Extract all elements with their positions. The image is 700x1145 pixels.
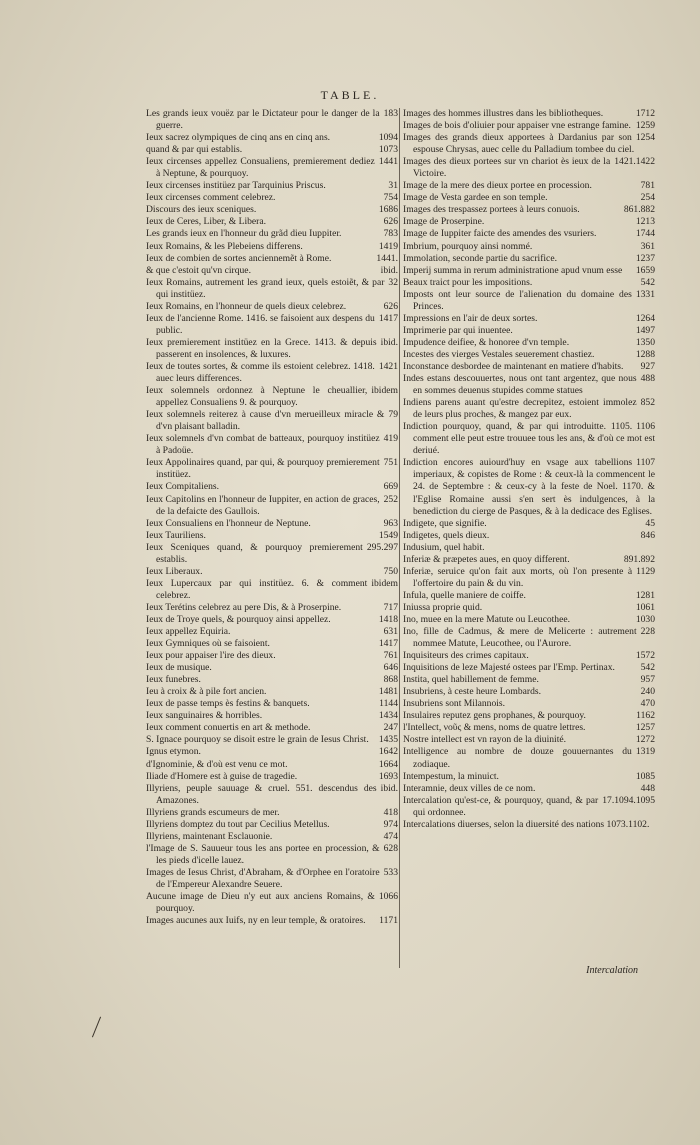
index-entry bbox=[403, 373, 655, 397]
index-entry bbox=[403, 204, 655, 216]
index-entry bbox=[403, 313, 655, 325]
entry-page-number: 79 bbox=[388, 409, 398, 421]
index-entry bbox=[146, 710, 398, 722]
index-entry bbox=[146, 566, 398, 578]
entry-text: Ieux funebres. bbox=[146, 674, 201, 686]
entry-text: Ieux circenses institüez par Tarquinius Priscus. bbox=[146, 180, 326, 192]
index-entry bbox=[146, 650, 398, 662]
index-entry bbox=[403, 518, 655, 530]
index-entry bbox=[403, 795, 655, 819]
entry-page-number: 228 bbox=[640, 626, 655, 638]
index-entry bbox=[403, 216, 655, 228]
index-entry bbox=[146, 144, 398, 156]
entry-text: Ieux circenses comment celebrez. bbox=[146, 192, 276, 204]
index-entry bbox=[403, 590, 655, 602]
entry-text: Imprimerie par qui inuentee. bbox=[403, 324, 513, 336]
entry-page-number: 1549 bbox=[378, 529, 398, 541]
index-entry bbox=[146, 843, 398, 867]
entry-text: Ieux Romains, autrement les grand ieux, quels estoiẽt, & par qui institüez. bbox=[146, 276, 385, 300]
entry-page-number: 626 bbox=[383, 216, 398, 228]
entry-page-number: 1350 bbox=[635, 336, 655, 348]
entry-text: Inquisiteurs des crimes capitaux. bbox=[403, 650, 529, 662]
entry-text: Ieux Tauriliens. bbox=[146, 529, 206, 541]
entry-text: Image de Proserpine. bbox=[403, 216, 485, 228]
index-entry bbox=[146, 132, 398, 144]
entry-page-number: 254 bbox=[640, 192, 655, 204]
index-entry bbox=[403, 626, 655, 650]
entry-text: Les grands ieux en l'honneur du grãd dieu Iuppiter. bbox=[146, 228, 342, 240]
index-entry bbox=[403, 241, 655, 253]
entry-page-number: 1213 bbox=[635, 216, 655, 228]
entry-text: Beaux traict pour les impositions. bbox=[403, 276, 533, 288]
index-entry bbox=[146, 530, 398, 542]
index-entry bbox=[146, 192, 398, 204]
entry-page-number: 1693 bbox=[378, 770, 398, 782]
entry-page-number: 1572 bbox=[635, 650, 655, 662]
entry-page-number: 750 bbox=[383, 565, 398, 577]
entry-text: Ieux Consualiens en l'honneur de Neptune. bbox=[146, 517, 311, 529]
entry-text: Ieux solemnels d'vn combat de batteaux, pourquoy institüez à Padoüe. bbox=[146, 433, 380, 457]
entry-text: Discours des ieux sceniques. bbox=[146, 204, 257, 216]
entry-page-number: 1421 bbox=[378, 360, 398, 372]
index-entry bbox=[403, 361, 655, 373]
entry-text: Immolation, seconde partie du sacrifice. bbox=[403, 252, 557, 264]
entry-text: Ieux de Troye quels, & pourquoy ainsi appellez. bbox=[146, 613, 331, 625]
index-entry bbox=[146, 301, 398, 313]
catchword: Intercalation bbox=[586, 965, 638, 976]
entry-text: Indiction encores auiourd'huy en vsage aux tabellions imperiaux, & copistes de Rome : & ceux-là la commencent le 24. de Septembre : & ceux-cy à la feste de Noel. 1170. & l'Eglise Romaine aussi s'en sert ès indulgences, à la benediction du cierge de Pasques, & à la dedicace des Eglises. bbox=[403, 457, 655, 517]
entry-text: Indes estans descouuertes, nous ont tant argentez, que nous en sommes deuenus stupides comme statues bbox=[403, 373, 637, 397]
entry-text: Ieux de toutes sortes, & comme ils estoient celebrez. 1418. auec leurs differences. bbox=[146, 360, 375, 385]
entry-text: Images des hommes illustres dans les bibliotheques. bbox=[403, 108, 604, 119]
entry-page-number: 761 bbox=[383, 650, 398, 662]
entry-page-number: 32 bbox=[388, 276, 398, 288]
entry-text: quand & par qui establis. bbox=[146, 144, 243, 156]
entry-page-number: 252 bbox=[383, 493, 398, 505]
index-entry bbox=[403, 686, 655, 698]
entry-text: Ieux Lupercaux par qui institüez. 6. & comment celebrez. bbox=[146, 577, 368, 601]
entry-page-number: 247 bbox=[383, 722, 398, 734]
entry-text: Ieu à croix & à pile fort ancien. bbox=[146, 686, 267, 698]
index-entry bbox=[403, 349, 655, 361]
index-entry bbox=[403, 674, 655, 686]
entry-page-number: 419 bbox=[383, 433, 398, 445]
entry-page-number: 1712 bbox=[635, 108, 655, 119]
entry-text: Images des trespassez portees à leurs conuois. bbox=[403, 204, 580, 216]
entry-text: Interamnie, deux villes de ce nom. bbox=[403, 782, 536, 794]
entry-text: Imperij summa in rerum administratione apud vnum esse bbox=[403, 264, 623, 276]
index-entry bbox=[146, 481, 398, 493]
entry-page-number: 974 bbox=[383, 818, 398, 830]
index-entry bbox=[146, 277, 398, 301]
entry-page-number: ibidem bbox=[371, 577, 398, 589]
index-entry bbox=[403, 662, 655, 674]
entry-text: Ieux de combien de sortes anciennemẽt à Rome. bbox=[146, 252, 332, 264]
entry-page-number: 751 bbox=[383, 457, 398, 469]
entry-text: Ieux premierement institüez en la Grece. 1413. & depuis passerent en insolences, & luxures. bbox=[146, 336, 377, 360]
running-head: TABLE. bbox=[320, 88, 380, 102]
index-entry bbox=[146, 891, 398, 915]
index-entry bbox=[403, 746, 655, 770]
index-entry bbox=[146, 156, 398, 180]
entry-text: Ieux pour appaiser l'ire des dieux. bbox=[146, 650, 276, 662]
entry-page-number: 183 bbox=[383, 108, 398, 119]
entry-page-number: 1664 bbox=[378, 758, 398, 770]
entry-text: Imbrium, pourquoy ainsi nommé. bbox=[403, 240, 533, 252]
entry-text: Impressions en l'air de deux sortes. bbox=[403, 312, 538, 324]
index-entry bbox=[403, 783, 655, 795]
entry-text: Ino, muee en la mere Matute ou Leucothee. bbox=[403, 613, 571, 625]
index-entry bbox=[403, 710, 655, 722]
index-entry bbox=[403, 120, 655, 132]
index-entry bbox=[146, 698, 398, 710]
entry-page-number: 957 bbox=[640, 674, 655, 686]
entry-page-number: 1129 bbox=[636, 565, 655, 577]
entry-text: Inquisitions de leze Majesté ostees par l'Emp. Pertinax. bbox=[403, 662, 615, 674]
index-entry bbox=[146, 409, 398, 433]
entry-page-number: 669 bbox=[383, 481, 398, 493]
entry-page-number: 1254 bbox=[635, 132, 655, 144]
entry-text: Ignus etymon. bbox=[146, 746, 201, 758]
entry-text: Ieux de musique. bbox=[146, 662, 212, 674]
entry-text: Ieux Romains, en l'honneur de quels dieux celebrez. bbox=[146, 300, 347, 312]
index-entry bbox=[146, 216, 398, 228]
entry-text: l'Intellect, νοῦς & mens, noms de quatre lettres. bbox=[403, 722, 586, 734]
entry-text: Illyriens, peuple sauuage & cruel. 551. descendus des Amazones. bbox=[146, 782, 377, 806]
entry-text: Images des dieux portees sur vn chariot ès ieux de la Victoire. bbox=[403, 156, 611, 180]
entry-page-number: 1162 bbox=[636, 710, 655, 722]
index-entry bbox=[403, 289, 655, 313]
index-entry bbox=[403, 542, 655, 554]
index-entry bbox=[146, 337, 398, 361]
index-entry bbox=[146, 915, 398, 927]
entry-page-number: 1642 bbox=[378, 746, 398, 758]
entry-text: Ieux Compitaliens. bbox=[146, 481, 220, 493]
index-entry bbox=[146, 518, 398, 530]
index-entry bbox=[403, 530, 655, 542]
index-entry bbox=[146, 734, 398, 746]
index-entry bbox=[403, 108, 655, 120]
entry-text: Indiens parens auant qu'estre decrepitez, estoient immolez de leurs plus proches, & mangez par eux. bbox=[403, 397, 637, 421]
entry-page-number: 1419 bbox=[378, 240, 398, 252]
entry-page-number: 295.297 bbox=[366, 541, 398, 553]
entry-page-number: 628 bbox=[383, 842, 398, 854]
entry-page-number: 1237 bbox=[635, 252, 655, 264]
entry-page-number: 1281 bbox=[635, 589, 655, 601]
index-entry bbox=[146, 831, 398, 843]
entry-text: Intercalations diuerses, selon la diuersité des nations 1073.1102. bbox=[403, 818, 650, 830]
index-entry bbox=[403, 277, 655, 289]
index-entry bbox=[146, 602, 398, 614]
entry-page-number: 418 bbox=[383, 806, 398, 818]
index-entry bbox=[146, 819, 398, 831]
entry-text: Intempestum, la minuict. bbox=[403, 770, 499, 782]
index-entry bbox=[403, 771, 655, 783]
entry-text: Illyriens domptez du tout par Cecilius Metellus. bbox=[146, 818, 330, 830]
entry-page-number: 846 bbox=[640, 529, 655, 541]
entry-text: Ino, fille de Cadmus, & mere de Melicerte : autrement nommee Matute, Leucothee, ou l'Aurore. bbox=[403, 626, 637, 650]
entry-text: Ieux solemnels reiterez à cause d'vn merueilleux miracle & d'vn plaisant balladin. bbox=[146, 409, 385, 433]
entry-page-number: 1435 bbox=[378, 734, 398, 746]
index-entry bbox=[403, 265, 655, 277]
entry-text: Image de Iuppiter faicte des amendes des vsuriers. bbox=[403, 228, 597, 240]
entry-page-number: 1659 bbox=[635, 264, 655, 276]
index-entry bbox=[403, 156, 655, 180]
index-entry bbox=[146, 771, 398, 783]
index-entry bbox=[146, 638, 398, 650]
index-entry bbox=[146, 722, 398, 734]
entry-text: Indigete, que signifie. bbox=[403, 517, 487, 529]
entry-text: Ieux Capitolins en l'honneur de Iuppiter, en action de graces, de la defaicte des Gaullois. bbox=[146, 493, 380, 517]
index-entry bbox=[146, 783, 398, 807]
entry-text: Ieux comment conuertis en art & methode. bbox=[146, 722, 311, 734]
index-entry bbox=[146, 385, 398, 409]
entry-text: Illyriens, maintenant Esclauonie. bbox=[146, 830, 273, 842]
entry-text: Image de Vesta gardee en son temple. bbox=[403, 192, 548, 204]
entry-text: Images aucunes aux Iuifs, ny en leur temple, & oratoires. bbox=[146, 915, 366, 927]
index-entry bbox=[146, 614, 398, 626]
entry-page-number: 1061 bbox=[635, 601, 655, 613]
index-entry bbox=[146, 807, 398, 819]
entry-text: Intelligence au nombre de douze gouuernantes du zodiaque. bbox=[403, 746, 632, 770]
pen-mark bbox=[92, 1017, 101, 1038]
entry-page-number: 754 bbox=[383, 192, 398, 204]
entry-text: Insubriens sont Milannois. bbox=[403, 698, 506, 710]
entry-page-number: 542 bbox=[640, 276, 655, 288]
index-entry bbox=[146, 674, 398, 686]
index-entry bbox=[146, 180, 398, 192]
index-entry bbox=[403, 325, 655, 337]
column-divider bbox=[399, 108, 400, 968]
entry-text: Indusium, quel habit. bbox=[403, 541, 485, 553]
entry-text: Inferiæ & præpetes aues, en quoy different. bbox=[403, 553, 570, 565]
entry-text: Ieux solemnels ordonnez à Neptune le cheuallier, appellez Consualiens 9. & pourquoy. bbox=[146, 385, 368, 409]
index-entry bbox=[146, 746, 398, 758]
index-entry bbox=[403, 397, 655, 421]
entry-page-number: 852 bbox=[640, 397, 655, 409]
index-entry bbox=[146, 626, 398, 638]
index-entry bbox=[403, 132, 655, 156]
entry-text: Ieux Appolinaires quand, par qui, & pourquoy premierement institüez. bbox=[146, 457, 380, 481]
entry-page-number: 1331 bbox=[635, 288, 655, 300]
entry-page-number: 1272 bbox=[635, 734, 655, 746]
entry-page-number: 1417 bbox=[378, 312, 398, 324]
entry-page-number: 1418 bbox=[378, 613, 398, 625]
entry-page-number: ibid. bbox=[380, 336, 398, 348]
entry-page-number: 861.882 bbox=[623, 204, 655, 216]
index-entry bbox=[146, 578, 398, 602]
entry-page-number: 470 bbox=[640, 698, 655, 710]
entry-text: Insulaires reputez gens prophanes, & pourquoy. bbox=[403, 710, 586, 722]
entry-page-number: ibidem bbox=[371, 385, 398, 397]
entry-text: Inconstance desbordee de maintenant en matiere d'habits. bbox=[403, 360, 624, 372]
index-entry bbox=[403, 566, 655, 590]
index-entry bbox=[146, 253, 398, 265]
index-entry bbox=[403, 192, 655, 204]
index-entry bbox=[146, 228, 398, 240]
entry-text: l'Image de S. Sauueur tous les ans portee en procession, & les pieds d'icelle lauez. bbox=[146, 842, 380, 866]
entry-page-number: 1144 bbox=[379, 698, 398, 710]
entry-text: Ieux Romains, & les Plebeiens differens. bbox=[146, 240, 303, 252]
entry-page-number: 646 bbox=[383, 662, 398, 674]
entry-text: Image de la mere des dieux portee en procession. bbox=[403, 180, 592, 192]
entry-text: Aucune image de Dieu n'y eut aux anciens Romains, & pourquoy. bbox=[146, 891, 375, 915]
entry-page-number: 1066 bbox=[378, 891, 398, 903]
index-entry bbox=[146, 361, 398, 385]
entry-page-number: 1441 bbox=[378, 156, 398, 168]
entry-text: S. Ignace pourquoy se disoit estre le grain de Iesus Christ. bbox=[146, 734, 369, 746]
entry-page-number: 1288 bbox=[635, 348, 655, 360]
entry-text: Ieux de passe temps ès festins & banquets. bbox=[146, 698, 310, 710]
entry-page-number: 717 bbox=[383, 601, 398, 613]
index-entry bbox=[146, 313, 398, 337]
entry-text: Incestes des vierges Vestales seuerement chastiez. bbox=[403, 348, 595, 360]
entry-text: Indigetes, quels dieux. bbox=[403, 529, 490, 541]
entry-text: Iniussa proprie quid. bbox=[403, 601, 483, 613]
entry-text: & que c'estoit qu'vn cirque. bbox=[146, 264, 251, 276]
index-entry bbox=[146, 867, 398, 891]
entry-text: Ieux de Ceres, Liber, & Libera. bbox=[146, 216, 267, 228]
entry-page-number: 45 bbox=[645, 517, 655, 529]
entry-text: Impudence deifiee, & honoree d'vn temple. bbox=[403, 336, 570, 348]
entry-page-number: 1744 bbox=[635, 228, 655, 240]
index-entry bbox=[403, 819, 655, 831]
entry-text: Ieux circenses appellez Consualiens, premierement dediez à Neptune, & pourquoy. bbox=[146, 156, 375, 180]
entry-text: Nostre intellect est vn rayon de la diuinité. bbox=[403, 734, 567, 746]
entry-text: Ieux appellez Equiria. bbox=[146, 626, 231, 638]
entry-page-number: 963 bbox=[383, 517, 398, 529]
entry-page-number: 1094 bbox=[378, 132, 398, 144]
entry-text: d'Ignominie, & d'où est venu ce mot. bbox=[146, 758, 288, 770]
index-entry bbox=[403, 650, 655, 662]
index-entry bbox=[403, 228, 655, 240]
index-entry bbox=[146, 457, 398, 481]
entry-text: Ieux Liberaux. bbox=[146, 565, 203, 577]
entry-page-number: 1073 bbox=[378, 144, 398, 156]
entry-page-number: 631 bbox=[383, 626, 398, 638]
entry-page-number: 361 bbox=[640, 240, 655, 252]
entry-page-number: 1434 bbox=[378, 710, 398, 722]
entry-text: Ieux sacrez olympiques de cinq ans en cinq ans. bbox=[146, 132, 331, 144]
index-entry bbox=[146, 662, 398, 674]
entry-text: Images des grands dieux apportees à Dardanius par son espouse Chrysas, auec celle du Palladium tombee du ciel. bbox=[403, 132, 635, 156]
entry-page-number: 1257 bbox=[635, 722, 655, 734]
entry-page-number: 1497 bbox=[635, 324, 655, 336]
index-entry bbox=[403, 602, 655, 614]
index-entry bbox=[403, 337, 655, 349]
index-entry bbox=[146, 494, 398, 518]
entry-page-number: ibid. bbox=[380, 264, 398, 276]
index-entry bbox=[403, 554, 655, 566]
entry-text: Ieux de l'ancienne Rome. 1416. se faisoient aux despens du public. bbox=[146, 312, 375, 336]
entry-page-number: 542 bbox=[640, 662, 655, 674]
entry-page-number: 488 bbox=[640, 373, 655, 385]
entry-page-number: ibid. bbox=[380, 782, 398, 794]
entry-page-number: 533 bbox=[383, 866, 398, 878]
index-entry bbox=[146, 542, 398, 566]
index-entry bbox=[403, 698, 655, 710]
entry-page-number: 1264 bbox=[635, 312, 655, 324]
entry-text: Ieux Terétins celebrez au pere Dis, & à Proserpine. bbox=[146, 601, 342, 613]
index-entry bbox=[403, 180, 655, 192]
entry-text: Intercalation qu'est-ce, & pourquoy, quand, & par qui ordonnee. bbox=[403, 794, 599, 818]
entry-text: Ieux Gymniques où se faisoient. bbox=[146, 638, 270, 650]
entry-page-number: 17.1094.1095 bbox=[602, 794, 655, 806]
entry-text: Insubriens, à ceste heure Lombards. bbox=[403, 686, 541, 698]
entry-text: Ieux Sceniques quand, & pourquoy premierement establis. bbox=[146, 541, 363, 565]
index-entry bbox=[146, 241, 398, 253]
entry-page-number: 1259 bbox=[635, 120, 655, 132]
entry-text: Ieux sanguinaires & horribles. bbox=[146, 710, 263, 722]
entry-page-number: 1417 bbox=[378, 638, 398, 650]
index-entry bbox=[146, 686, 398, 698]
entry-page-number: 1481 bbox=[378, 686, 398, 698]
entry-page-number: 1686 bbox=[378, 204, 398, 216]
entry-page-number: 1030 bbox=[635, 613, 655, 625]
left-column bbox=[146, 108, 398, 927]
index-entry bbox=[146, 433, 398, 457]
entry-page-number: 474 bbox=[383, 830, 398, 842]
entry-page-number: 891.892 bbox=[623, 553, 655, 565]
entry-text: Infula, quelle maniere de coiffe. bbox=[403, 589, 526, 601]
entry-page-number: 783 bbox=[383, 228, 398, 240]
index-entry bbox=[403, 722, 655, 734]
entry-page-number: 448 bbox=[640, 782, 655, 794]
index-entry bbox=[146, 108, 398, 132]
index-entry bbox=[146, 759, 398, 771]
entry-text: Iliade d'Homere est à guise de tragedie. bbox=[146, 770, 298, 782]
entry-page-number: 927 bbox=[640, 360, 655, 372]
right-column bbox=[403, 108, 655, 831]
entry-page-number: 1107 bbox=[636, 457, 655, 469]
entry-text: Imposts ont leur source de l'alienation du domaine des Princes. bbox=[403, 288, 632, 312]
entry-page-number: 1085 bbox=[635, 770, 655, 782]
entry-page-number: 626 bbox=[383, 300, 398, 312]
index-entry bbox=[403, 614, 655, 626]
entry-text: Inferiæ, seruice qu'on fait aux morts, où l'on presente à l'offertoire du pain & du vin. bbox=[403, 565, 633, 589]
entry-text: Les grands ieux vouëz par le Dictateur pour le danger de la guerre. bbox=[146, 108, 380, 132]
index-entry bbox=[403, 253, 655, 265]
entry-page-number: 781 bbox=[640, 180, 655, 192]
entry-text: Instita, quel habillement de femme. bbox=[403, 674, 539, 686]
entry-text: Illyriens grands escumeurs de mer. bbox=[146, 806, 280, 818]
index-entry bbox=[403, 457, 655, 517]
entry-page-number: 1441. bbox=[376, 252, 398, 264]
index-entry bbox=[146, 265, 398, 277]
index-entry bbox=[146, 204, 398, 216]
entry-page-number: 1171 bbox=[379, 915, 398, 927]
entry-text: Images de Iesus Christ, d'Abraham, & d'Orphee en l'oratoire de l'Empereur Alexandre Seuere. bbox=[146, 866, 380, 890]
entry-text: Indiction pourquoy, quand, & par qui introduitte. 1105. comment elle peut estre trouuee tous les ans, & d'où ce mot est deriué. bbox=[403, 421, 655, 457]
entry-page-number: 1106 bbox=[636, 421, 655, 433]
entry-page-number: 868 bbox=[383, 674, 398, 686]
index-entry bbox=[403, 421, 655, 457]
entry-page-number: 1421.1422 bbox=[614, 156, 655, 168]
index-entry bbox=[403, 734, 655, 746]
entry-text: Images de bois d'oliuier pour appaiser vne estrange famine. bbox=[403, 120, 631, 132]
entry-page-number: 31 bbox=[388, 180, 398, 192]
entry-page-number: 1319 bbox=[635, 746, 655, 758]
entry-page-number: 240 bbox=[640, 686, 655, 698]
